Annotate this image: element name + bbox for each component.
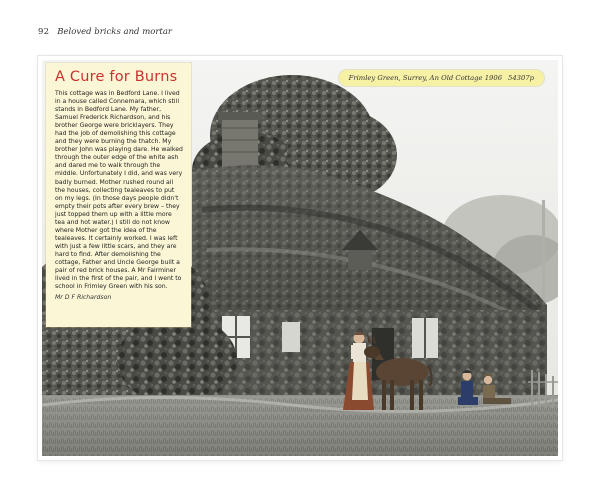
caption-text: Frimley Green, Surrey, An Old Cottage 1906 bbox=[348, 74, 503, 82]
story-sidebar bbox=[46, 63, 191, 327]
running-head bbox=[38, 27, 172, 39]
chimney-icon bbox=[218, 112, 262, 168]
caption-reference: 54307p bbox=[508, 74, 534, 82]
page-number: 92 bbox=[38, 27, 50, 37]
photo-caption bbox=[339, 70, 544, 86]
chapter-title: Beloved bricks and mortar bbox=[57, 27, 172, 37]
sidebar-title: A Cure for Burns bbox=[55, 69, 178, 85]
sidebar-body-text: This cottage was in Bedford Lane. I lived in a house called Connemara, which still stands in Bedford Lane. My father, Samuel Frederick Richardson, and his brother George were bricklayers. They had the job of demolishing this cottage and they were burning the thatch. My brother John was playing dare. He walked through the outer edge of the white ash and dared me to walk through the middle. Unfortunately I did, and was very badly burned. Mother rushed round all the houses, collecting tealeaves to put on my legs. (In those days people didn't empty their pots after every brew – they just topped them up with a little more tea and hot water.) I still do not know where Mother got the idea of the tealeaves. It certainly worked. I was left with just a few little scars, and they are hard to find. After demolishing the cottage, Father and Uncle George built a pair of red brick houses. A Mr Fairminer lived in the first of the pair, and I went to school in Frimley Green with his son. bbox=[55, 90, 183, 291]
sidebar-credit: Mr D F Richardson bbox=[55, 294, 112, 302]
